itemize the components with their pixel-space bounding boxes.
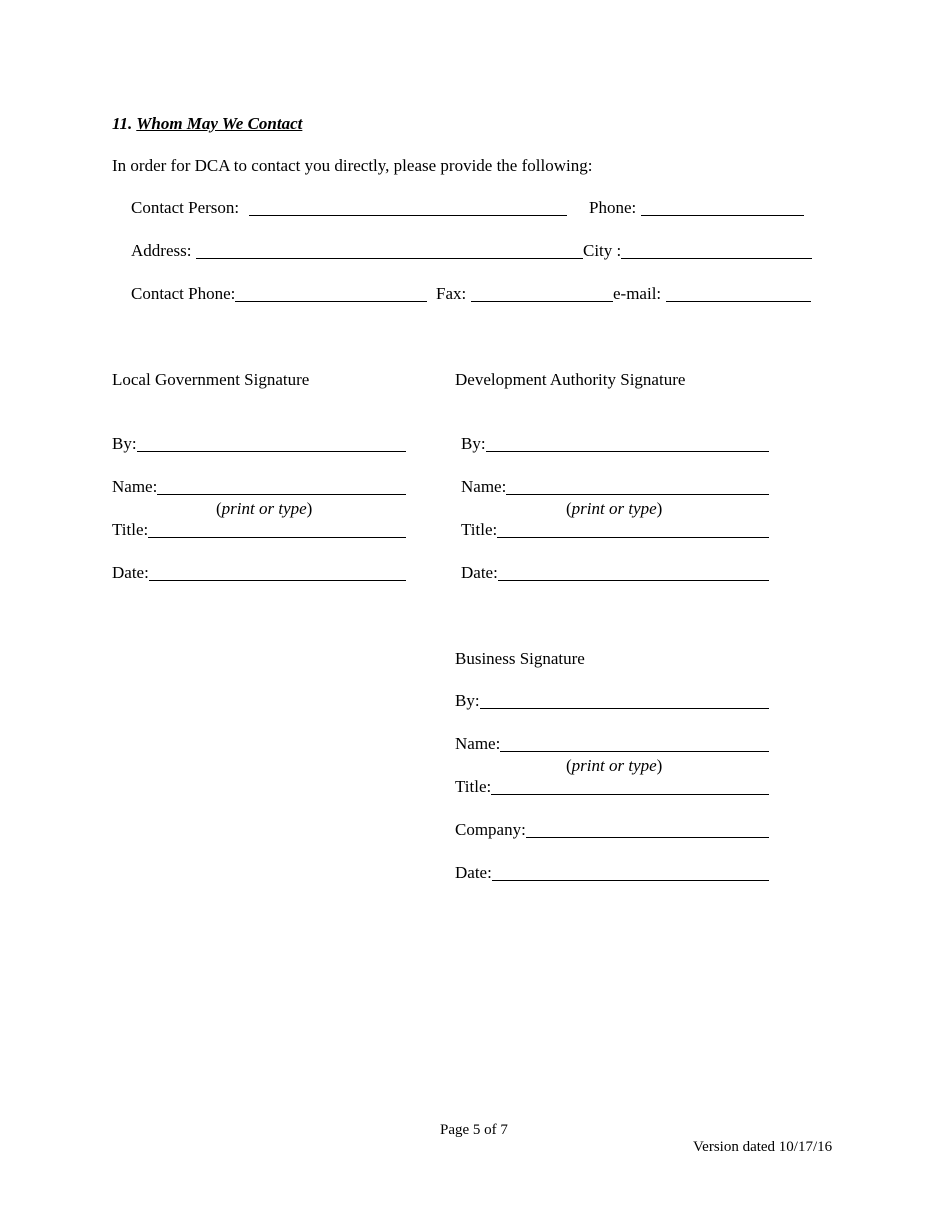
business-by-field[interactable] (455, 691, 769, 711)
business-by-line[interactable] (480, 692, 769, 709)
dev-auth-title-label: Title: (461, 520, 498, 539)
local-gov-title-field[interactable] (112, 520, 406, 540)
contact-person-field[interactable] (131, 198, 567, 218)
local-gov-name-line[interactable] (157, 478, 406, 495)
page-number: Page 5 of 7 (440, 1122, 508, 1138)
contact-phone-field[interactable] (131, 284, 427, 304)
city-line[interactable] (621, 242, 812, 259)
section-title: Whom May We Contact (136, 114, 303, 133)
dev-auth-print-note: (print or type) (566, 499, 663, 518)
local-gov-name-label: Name: (112, 477, 158, 496)
business-company-label: Company: (455, 820, 526, 839)
address-field[interactable] (131, 241, 583, 261)
phone-line[interactable] (641, 199, 804, 216)
contact-person-line[interactable] (249, 199, 567, 216)
email-field[interactable] (613, 284, 811, 304)
dev-auth-title-line[interactable] (497, 521, 769, 538)
business-by-label: By: (455, 691, 480, 710)
dev-auth-name-line[interactable] (506, 478, 769, 495)
dev-auth-heading: Development Authority Signature (455, 370, 686, 389)
business-date-line[interactable] (492, 864, 769, 881)
local-gov-print-note: (print or type) (216, 499, 313, 518)
address-line[interactable] (196, 242, 583, 259)
contact-person-label: Contact Person: (131, 198, 240, 217)
business-title-field[interactable] (455, 777, 769, 797)
version-date: Version dated 10/17/16 (693, 1139, 833, 1155)
business-name-line[interactable] (500, 735, 769, 752)
fax-label: Fax: (436, 284, 467, 303)
dev-auth-name-field[interactable] (461, 477, 769, 497)
local-gov-date-field[interactable] (112, 563, 406, 583)
dev-auth-by-label: By: (461, 434, 486, 453)
dev-auth-date-line[interactable] (498, 564, 769, 581)
business-print-note: (print or type) (566, 756, 663, 775)
local-gov-date-line[interactable] (149, 564, 406, 581)
dev-auth-date-field[interactable] (461, 563, 769, 583)
local-gov-by-line[interactable] (137, 435, 406, 452)
fax-field[interactable] (436, 284, 613, 304)
business-name-field[interactable] (455, 734, 769, 754)
fax-line[interactable] (471, 285, 613, 302)
dev-auth-name-label: Name: (461, 477, 507, 496)
dev-auth-title-field[interactable] (461, 520, 769, 540)
business-title-line[interactable] (491, 778, 769, 795)
local-gov-title-line[interactable] (148, 521, 406, 538)
section-number: 11. (112, 114, 133, 133)
address-label: Address: (131, 241, 192, 260)
business-date-field[interactable] (455, 863, 769, 883)
business-title-label: Title: (455, 777, 492, 796)
local-gov-date-label: Date: (112, 563, 149, 582)
dev-auth-by-field[interactable] (461, 434, 769, 454)
business-heading: Business Signature (455, 649, 585, 668)
business-company-field[interactable] (455, 820, 769, 840)
dev-auth-by-line[interactable] (486, 435, 769, 452)
local-gov-heading: Local Government Signature (112, 370, 310, 389)
city-field[interactable] (583, 241, 812, 261)
city-label: City : (583, 241, 622, 260)
phone-field[interactable] (589, 198, 804, 218)
business-date-label: Date: (455, 863, 492, 882)
section-heading (112, 114, 302, 134)
local-gov-by-label: By: (112, 434, 137, 453)
phone-label: Phone: (589, 198, 637, 217)
local-gov-title-label: Title: (112, 520, 149, 539)
business-company-line[interactable] (526, 821, 769, 838)
dev-auth-date-label: Date: (461, 563, 498, 582)
section-intro: In order for DCA to contact you directly, please provide the following: (112, 156, 593, 175)
local-gov-name-field[interactable] (112, 477, 406, 497)
contact-phone-label: Contact Phone: (131, 284, 236, 303)
email-label: e-mail: (613, 284, 662, 303)
email-line[interactable] (666, 285, 811, 302)
contact-phone-line[interactable] (235, 285, 427, 302)
local-gov-by-field[interactable] (112, 434, 406, 454)
business-name-label: Name: (455, 734, 501, 753)
